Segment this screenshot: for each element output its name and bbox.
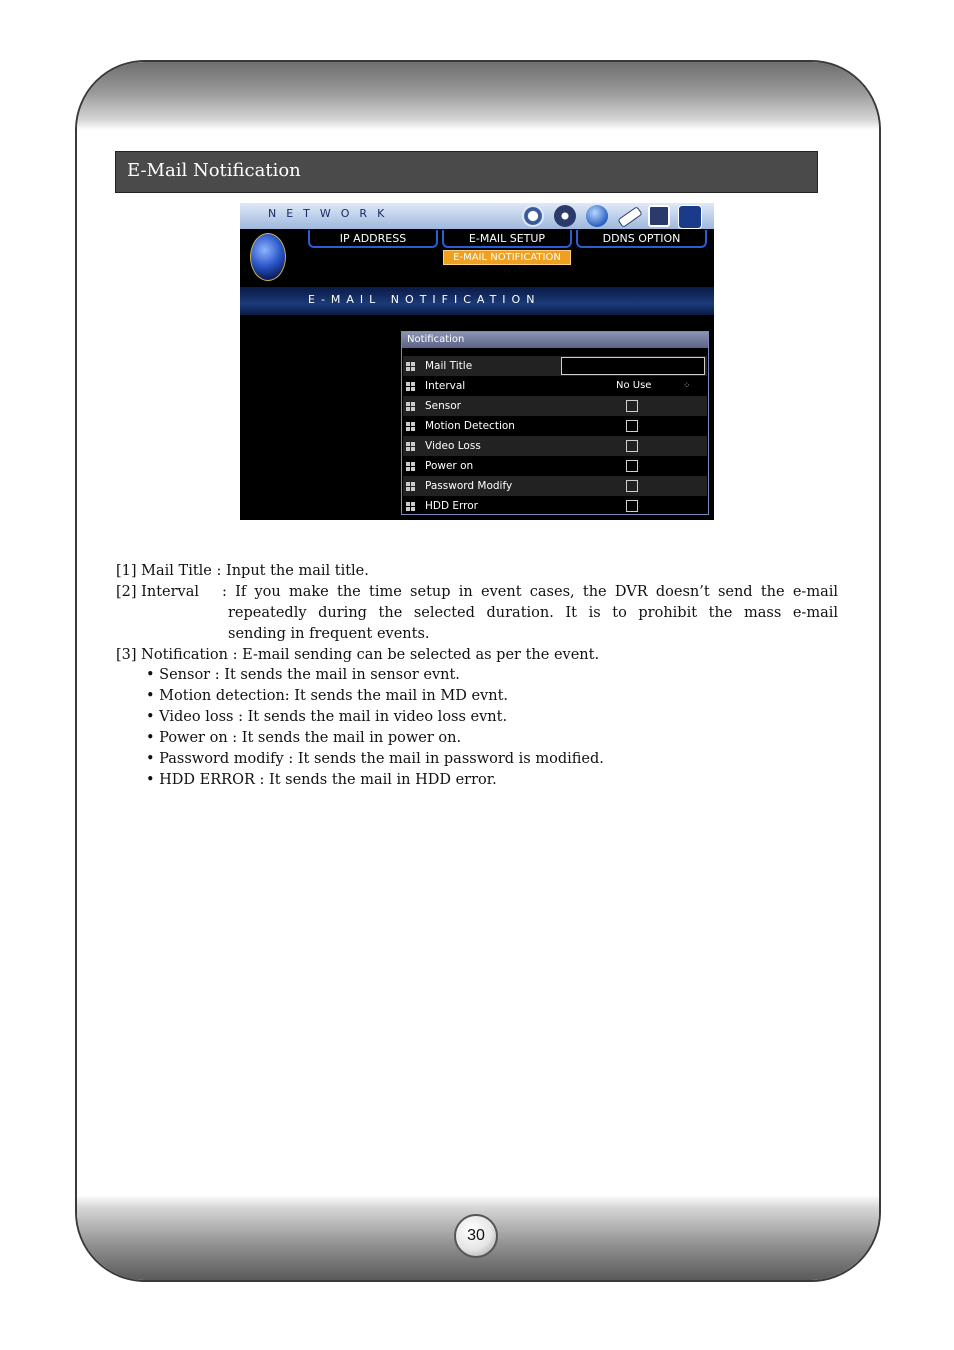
row-interval: Interval No Use ⁘: [403, 376, 707, 396]
bullet-power-on: • Power on : It sends the mail in power on.: [146, 730, 462, 746]
dvr-subtitle: E-MAIL NOTIFICATION: [308, 293, 541, 306]
power-on-checkbox[interactable]: [626, 460, 638, 472]
grid-icon: [406, 502, 415, 511]
row-sensor: Sensor: [403, 396, 707, 416]
motion-detection-checkbox[interactable]: [626, 420, 638, 432]
tab-ip-address[interactable]: IP ADDRESS: [308, 230, 438, 248]
grid-icon: [406, 442, 415, 451]
grid-icon: [406, 402, 415, 411]
text-interval-line3: sending in frequent events.: [228, 626, 430, 642]
row-password-modify: Password Modify: [403, 476, 707, 496]
text-interval-line2: repeatedly during the selected duration. It is to prohibit the mass e-mail: [228, 605, 838, 621]
interval-value[interactable]: No Use: [616, 380, 652, 391]
dvr-subtitle-bar: [240, 287, 714, 315]
pen-icon[interactable]: [617, 206, 642, 228]
page-number: 30: [454, 1214, 498, 1258]
password-modify-checkbox[interactable]: [626, 480, 638, 492]
bullet-sensor: • Sensor : It sends the mail in sensor evnt.: [146, 667, 460, 683]
text-notification: [3] Notification : E-mail sending can be selected as per the event.: [116, 647, 600, 663]
notification-panel: [401, 331, 709, 515]
subtab-email-notification[interactable]: E-MAIL NOTIFICATION: [443, 250, 571, 265]
text-mail-title: [1] Mail Title : Input the mail title.: [116, 563, 369, 579]
dvr-screenshot: [240, 203, 714, 520]
grid-icon: [406, 482, 415, 491]
bullet-video-loss: • Video loss : It sends the mail in video loss evnt.: [146, 709, 508, 725]
monitor-icon[interactable]: [648, 205, 670, 227]
video-loss-checkbox[interactable]: [626, 440, 638, 452]
tab-email-setup[interactable]: E-MAIL SETUP: [442, 230, 572, 248]
tab-ddns-option[interactable]: DDNS OPTION: [576, 230, 707, 248]
lock-icon[interactable]: [678, 205, 702, 229]
bullet-motion-detection: • Motion detection: It sends the mail in MD evnt.: [146, 688, 509, 704]
film-reel-icon[interactable]: [554, 205, 576, 227]
row-video-loss: Video Loss: [403, 436, 707, 456]
gear-icon[interactable]: [522, 205, 544, 227]
planet-icon[interactable]: [586, 205, 608, 227]
dvr-top-bar: [240, 203, 714, 229]
grid-icon: [406, 462, 415, 471]
sensor-checkbox[interactable]: [626, 400, 638, 412]
panel-title: Notification: [402, 332, 708, 348]
grid-icon: [406, 422, 415, 431]
grid-icon: [406, 362, 415, 371]
grid-icon: [406, 382, 415, 391]
network-label: NETWORK: [268, 207, 395, 220]
row-power-on: Power on: [403, 456, 707, 476]
section-header: [115, 151, 818, 193]
bullet-hdd-error: • HDD ERROR : It sends the mail in HDD error.: [146, 772, 497, 788]
row-motion-detection: Motion Detection: [403, 416, 707, 436]
bullet-password-modify: • Password modify : It sends the mail in password is modified.: [146, 751, 604, 767]
text-interval-line1: : If you make the time setup in event cases, the DVR doesn’t send the e-mail: [222, 584, 838, 600]
hdd-error-checkbox[interactable]: [626, 500, 638, 512]
globe-logo-icon: [250, 233, 286, 281]
row-hdd-error: HDD Error: [403, 496, 707, 516]
mail-title-input[interactable]: [561, 357, 705, 375]
row-mail-title: Mail Title: [403, 356, 707, 376]
header-band: [77, 62, 879, 130]
section-title: E-Mail Notification: [127, 160, 301, 181]
text-interval-label: [2] Interval: [116, 584, 200, 600]
spinner-icon[interactable]: ⁘: [683, 381, 691, 391]
